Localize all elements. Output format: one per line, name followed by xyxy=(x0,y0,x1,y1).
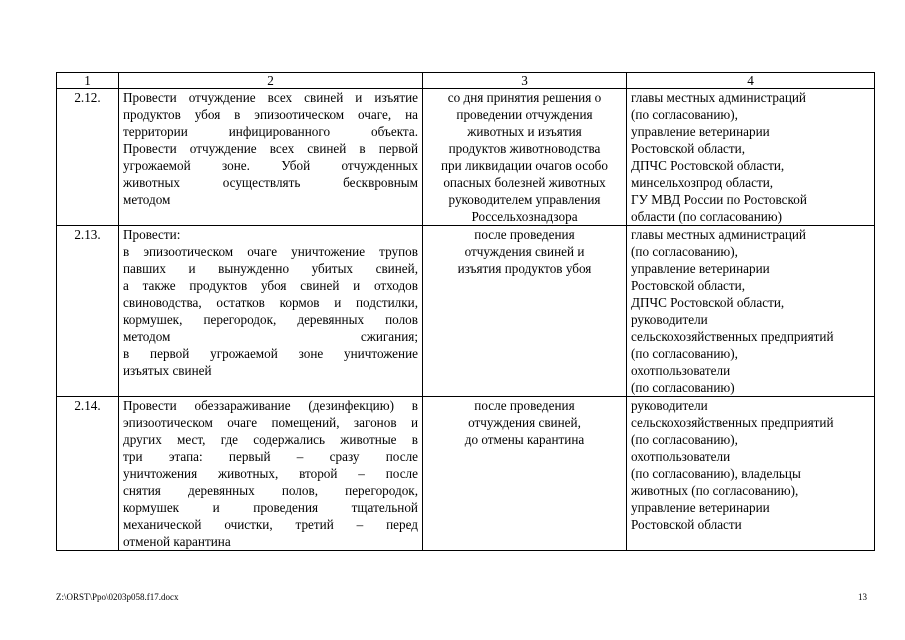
text-line: после проведения xyxy=(474,227,575,242)
text-line: до отмены карантина xyxy=(464,432,585,447)
text-line: кормушек, перегородок, деревянных полов xyxy=(123,312,418,327)
text-line: Провести отчуждение всех свиней и изъятие xyxy=(123,90,418,105)
text-line: руководителем управления xyxy=(448,192,601,207)
text-line: Ростовской области, xyxy=(631,278,746,293)
row-number: 2.14. xyxy=(57,397,119,551)
table-row xyxy=(57,226,875,397)
text-line: изъятия продуктов убоя xyxy=(457,261,592,276)
term-cell xyxy=(423,89,627,226)
text-line: со дня принятия решения о xyxy=(447,90,602,105)
text-line: в первой угрожаемой зоне уничтожение xyxy=(123,346,418,361)
text-line: Россельхознадзора xyxy=(471,209,578,224)
row-number: 2.13. xyxy=(57,226,119,397)
text-line: в эпизоотическом очаге уничтожение трупов xyxy=(123,244,418,259)
action-cell xyxy=(119,89,423,226)
text-line: территории инфицированного объекта. xyxy=(123,124,418,139)
text-line: (по согласованию), xyxy=(631,244,738,259)
action-cell xyxy=(119,226,423,397)
term-cell xyxy=(423,226,627,397)
text-line: ДПЧС Ростовской области, xyxy=(631,158,785,173)
row-number: 2.12. xyxy=(57,89,119,226)
text-line: области (по согласованию) xyxy=(631,209,783,224)
text-line: отменой карантина xyxy=(123,534,231,549)
text-line: управление ветеринарии xyxy=(631,500,770,515)
text-line: (по согласованию), владельцы xyxy=(631,466,801,481)
text-line: Ростовской области xyxy=(631,517,742,532)
text-line: Провести отчуждение всех свиней в первой xyxy=(123,141,418,156)
text-line: (по согласованию), xyxy=(631,107,738,122)
text-line: Ростовской области, xyxy=(631,141,746,156)
header-cell: 4 xyxy=(627,73,875,89)
text-line: Провести обеззараживание (дезинфекцию) в xyxy=(123,398,418,413)
text-line: свиноводства, остатков кормов и подстилки, xyxy=(123,295,418,310)
text-line: опасных болезней животных xyxy=(443,175,606,190)
text-line: три этапа: первый – сразу после xyxy=(123,449,418,464)
header-cell: 3 xyxy=(423,73,627,89)
text-line: отчуждения свиней и xyxy=(464,244,585,259)
text-line: животных (по согласованию), xyxy=(631,483,799,498)
document-path: Z:\ORST\Ppo\0203p058.f17.docx xyxy=(56,592,179,602)
text-line: после проведения xyxy=(474,398,575,413)
text-line: сельскохозяйственных предприятий xyxy=(631,415,834,430)
text-line: методом сжигания; xyxy=(123,329,418,344)
text-line: главы местных администраций xyxy=(631,90,806,105)
measures-table xyxy=(56,72,875,551)
text-line: угрожаемой зоне. Убой отчужденных xyxy=(123,158,418,173)
text-line: продуктов животноводства xyxy=(448,141,601,156)
action-cell xyxy=(119,397,423,551)
text-line: павших и вынужденно убитых свиней, xyxy=(123,261,418,276)
responsible-cell xyxy=(627,89,875,226)
text-line: проведении отчуждения xyxy=(456,107,593,122)
table-row xyxy=(57,397,875,551)
text-line: ГУ МВД России по Ростовской xyxy=(631,192,807,207)
text-line: кормушек и проведения тщательной xyxy=(123,500,418,515)
text-line: (по согласованию), xyxy=(631,346,738,361)
text-line: методом xyxy=(123,192,171,207)
header-cell: 1 xyxy=(57,73,119,89)
text-line: руководители xyxy=(631,398,708,413)
text-line: Провести: xyxy=(123,227,181,242)
text-line: эпизоотическом очаге помещений, загонов и xyxy=(123,415,418,430)
text-line: продуктов убоя в эпизоотическом очаге, на xyxy=(123,107,418,122)
text-line: главы местных администраций xyxy=(631,227,806,242)
text-line: ДПЧС Ростовской области, xyxy=(631,295,785,310)
text-line: уничтожения животных, второй – после xyxy=(123,466,418,481)
table-header-row xyxy=(57,73,875,89)
text-line: изъятых свиней xyxy=(123,363,212,378)
text-line: (по согласованию) xyxy=(631,380,735,395)
text-line: охотпользователи xyxy=(631,449,731,464)
text-line: животных и изъятия xyxy=(467,124,582,139)
text-line: охотпользователи xyxy=(631,363,731,378)
text-line: (по согласованию), xyxy=(631,432,738,447)
responsible-cell xyxy=(627,226,875,397)
text-line: животных осуществлять бесквровным xyxy=(123,175,418,190)
text-line: снятия деревянных полов, перегородок, xyxy=(123,483,418,498)
term-cell xyxy=(423,397,627,551)
text-line: а также продуктов убоя свиней и отходов xyxy=(123,278,418,293)
table-row xyxy=(57,89,875,226)
responsible-cell xyxy=(627,397,875,551)
text-line: отчуждения свиней, xyxy=(468,415,581,430)
text-line: сельскохозяйственных предприятий xyxy=(631,329,834,344)
page-number: 13 xyxy=(858,592,867,602)
text-line: при ликвидации очагов особо xyxy=(441,158,608,173)
text-line: минсельхозпрод области, xyxy=(631,175,774,190)
header-cell: 2 xyxy=(119,73,423,89)
text-line: других мест, где содержались животные в xyxy=(123,432,418,447)
text-line: механической очистки, третий – перед xyxy=(123,517,418,532)
text-line: управление ветеринарии xyxy=(631,124,770,139)
text-line: управление ветеринарии xyxy=(631,261,770,276)
text-line: руководители xyxy=(631,312,708,327)
